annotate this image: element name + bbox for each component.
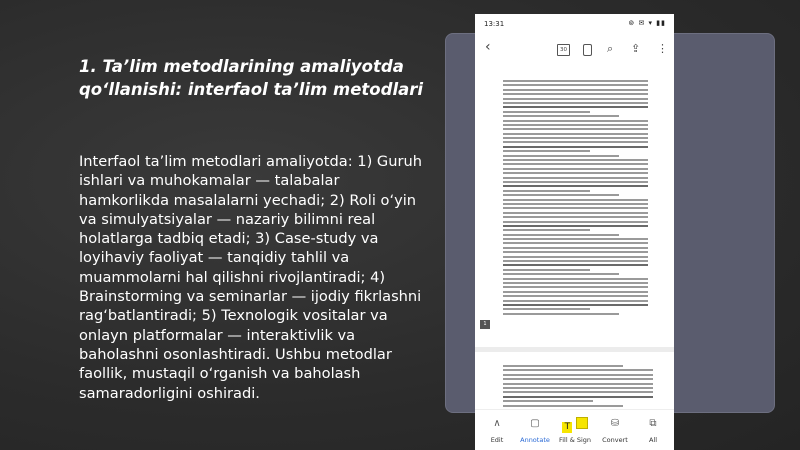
text-line: [503, 128, 648, 130]
text-line: [503, 172, 648, 174]
text-line: [503, 387, 653, 389]
bottom-toolbar: [475, 409, 674, 450]
tab-all[interactable]: [633, 410, 673, 444]
text-line: [503, 120, 648, 122]
annotate-icon: ▢: [530, 418, 540, 429]
text-line: [503, 365, 623, 367]
text-line: [503, 251, 648, 253]
tab-edit-label: Edit: [490, 436, 504, 444]
text-line: [503, 383, 653, 385]
text-line: [503, 137, 648, 139]
text-line: [503, 80, 648, 82]
text-line: [503, 264, 648, 266]
phone-screenshot: [475, 14, 674, 450]
search-icon[interactable]: ⌕: [607, 42, 614, 55]
text-line: [503, 199, 648, 201]
slide-body-text: Interfaol ta’lim metodlari amaliyotda: 1) Guruh ishlari va muhokamalar — talabalar hamkorlikda masalalarni yechadi; 2) Roli o‘yin va simulyatsiyalar — nazariy bilimni real holatlarga tadbiq etadi; 3) Case-study va loyihaviy faoliyat — tanqidiy tahlil va muammolarni hal qilishni rivojlantiradi; 4) Brainstorming va seminarlar — ijodiy fikrlashni rag‘batlantiradi; 5) Texnologik vositalar va onlayn platformalar — interaktivlik va baholashni osonlashtiradi. Ushbu metodlar faollik, mustaqil o‘rganish va baholash samaradorligini oshiradi.: [79, 153, 422, 402]
text-line: [503, 146, 648, 148]
page-count-icon[interactable]: 30: [557, 44, 570, 56]
tab-edit[interactable]: [477, 410, 517, 444]
tab-all-label: All: [648, 436, 658, 444]
pdf-page-2-content: [503, 365, 653, 409]
text-line: [503, 194, 619, 196]
pdf-page-content: [503, 80, 648, 317]
text-line: [503, 400, 593, 402]
text-line: [503, 102, 648, 104]
more-options-icon[interactable]: ⋮: [657, 42, 668, 55]
text-line: [503, 295, 648, 297]
text-line: [503, 98, 648, 100]
text-line: [503, 256, 648, 258]
text-line: [503, 185, 648, 187]
text-line: [503, 212, 648, 214]
back-arrow-icon[interactable]: ‹: [485, 39, 491, 55]
text-line: [503, 247, 648, 249]
convert-icon: ⛁: [610, 418, 620, 429]
text-line: [503, 168, 648, 170]
text-line: [503, 229, 590, 231]
tab-annotate-label: Annotate: [520, 436, 550, 444]
status-bar: [475, 14, 674, 36]
mobile-view-icon[interactable]: [583, 44, 592, 56]
text-line: [503, 260, 648, 262]
text-line: [503, 300, 648, 302]
text-line: [503, 221, 648, 223]
text-line: [503, 155, 619, 157]
text-line: [503, 111, 590, 113]
tab-convert-label: Convert: [602, 436, 628, 444]
tab-fill-sign-label: Fill & Sign: [558, 436, 592, 444]
text-line: [503, 234, 619, 236]
text-line: [503, 106, 648, 108]
text-line: [503, 190, 590, 192]
text-line: [503, 115, 619, 117]
text-line: [503, 405, 623, 407]
pen-icon: ∧: [493, 418, 501, 429]
text-line: [503, 141, 648, 143]
text-line: [503, 181, 648, 183]
text-line: [503, 308, 590, 310]
text-line: [503, 89, 648, 91]
text-line: [503, 159, 648, 161]
share-icon[interactable]: ⇪: [631, 42, 641, 55]
page-separator: [475, 347, 674, 352]
text-line: [503, 374, 653, 376]
text-line: [503, 225, 648, 227]
text-line: [503, 282, 648, 284]
all-tools-icon: ⧉: [649, 418, 657, 429]
text-line: [503, 177, 648, 179]
status-icons: ⊚ ✉ ▾ ▮▮: [628, 19, 666, 27]
pdf-toolbar: [475, 40, 674, 60]
slide-title: 1. Ta’lim metodlarining amaliyotda qo‘llanishi: interfaol ta’lim metodlari: [79, 57, 424, 99]
text-line: [503, 396, 653, 398]
text-line: [503, 133, 648, 135]
text-line: [503, 207, 648, 209]
text-line: [503, 216, 648, 218]
text-line: [503, 313, 619, 315]
tab-annotate[interactable]: [515, 410, 555, 444]
text-line: [503, 203, 648, 205]
text-line: [503, 242, 648, 244]
status-time: 13:31: [484, 20, 505, 28]
page-marker: 1: [480, 320, 490, 329]
text-line: [503, 163, 648, 165]
text-line: [503, 84, 648, 86]
text-line: [503, 93, 648, 95]
text-line: [503, 304, 648, 306]
text-line: [503, 278, 648, 280]
text-line: [503, 391, 653, 393]
text-line: [503, 124, 648, 126]
text-line: [503, 150, 590, 152]
fill-sign-icon: T: [555, 417, 595, 430]
tab-fill-sign[interactable]: [555, 410, 595, 444]
tab-convert[interactable]: [595, 410, 635, 444]
text-line: [503, 369, 653, 371]
text-line: [503, 378, 653, 380]
text-line: [503, 269, 590, 271]
text-line: [503, 273, 619, 275]
text-line: [503, 286, 648, 288]
text-line: [503, 291, 648, 293]
text-line: [503, 238, 648, 240]
